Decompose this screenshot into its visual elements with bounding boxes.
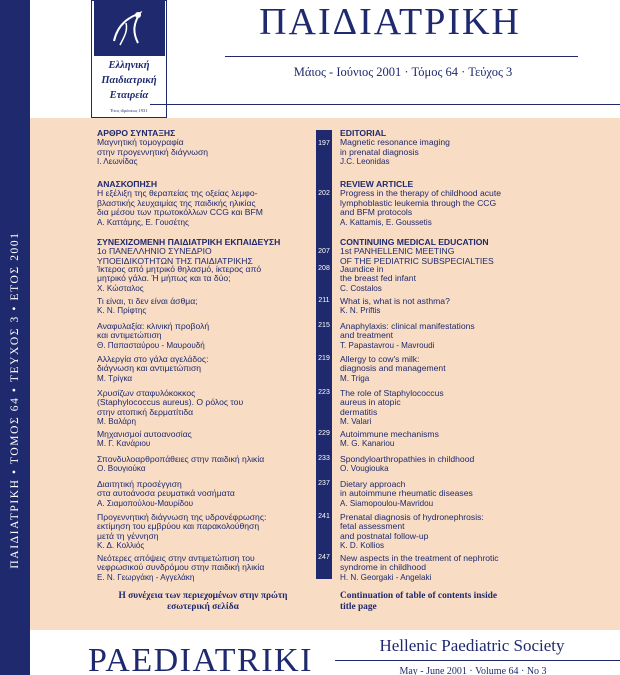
logo-line-3: Εταιρεία: [109, 90, 149, 101]
toc-entry-en: [340, 238, 610, 266]
toc-entry-en: [340, 480, 610, 508]
article-title: Dietary approach in autoimmune rheumatic diseases: [340, 479, 473, 499]
section-heading: CONTINUING MEDICAL EDUCATION: [340, 237, 489, 247]
issue-info: Μάιος - Ιούνιος 2001 · Τόμος 64 · Τεύχος 3: [293, 65, 513, 79]
society-name: Hellenic Paediatric Society: [379, 636, 565, 655]
article-title: 1ο ΠΑΝΕΛΛΗΝΙΟ ΣΥΝΕΔΡΙΟ ΥΠΟΕΙΔΙΚΟΤΗΤΩΝ ΤΗΣ ΠΑΙΔΙΑΤΡΙΚΗΣ: [97, 246, 253, 266]
page-number: 219: [318, 355, 330, 362]
spine: [0, 0, 30, 675]
article-author: C. Costalos: [340, 283, 382, 293]
toc-entry-en: [340, 513, 610, 551]
article-author: Ι. Λεωνίδας: [97, 157, 138, 167]
article-title: Τι είναι, τι δεν είναι άσθμα;: [97, 296, 198, 306]
article-title: Prenatal diagnosis of hydronephrosis: fetal assessment and postnatal follow-up: [340, 512, 484, 541]
section-heading: ΑΡΘΡΟ ΣΥΝΤΑΞΗΣ: [97, 128, 176, 138]
page-number: 247: [318, 554, 330, 561]
toc-entry-gr: [97, 265, 313, 293]
article-author: Α. Καττάμης, Ε. Γουσέτης: [97, 217, 189, 227]
article-author: J.C. Leonidas: [340, 157, 390, 167]
article-title: Anaphylaxis: clinical manifestations and treatment: [340, 321, 475, 341]
article-author: Μ. Τρίγκα: [97, 373, 133, 383]
article-author: Κ. Ν. Πρίφτης: [97, 306, 147, 316]
page-number: 207: [318, 248, 330, 255]
article-author: Θ. Παπασταύρου - Μαυρουδή: [97, 340, 205, 350]
society-logo: [91, 0, 167, 118]
toc-entry-gr: [97, 322, 313, 350]
article-author: Ο. Βουγιούκα: [97, 464, 146, 474]
article-title: Διαιτητική προσέγγιση στα αυτοάνοσα ρευματικά νοσήματα: [97, 479, 235, 499]
title-rule: [225, 56, 578, 57]
toc-entry-en: [340, 430, 610, 449]
article-author: T. Papastavrou - Mavroudi: [340, 340, 435, 350]
article-author: K. N. Priftis: [340, 306, 381, 316]
section-heading: ΑΝΑΣΚΟΠΗΣΗ: [97, 179, 158, 189]
journal-title: ΠΑΙΔΙΑΤΡΙΚΗ: [259, 1, 521, 43]
section-heading: EDITORIAL: [340, 128, 387, 138]
article-author: M. Triga: [340, 373, 370, 383]
article-author: M. G. Kanariou: [340, 439, 395, 449]
section-heading: REVIEW ARTICLE: [340, 179, 414, 189]
article-title: Μαγνητική τομογραφία στην προγεννητική διάγνωση: [97, 137, 209, 157]
continuation-note-en: Continuation of table of contents inside title page: [340, 591, 498, 612]
toc-entry-en: [340, 322, 610, 350]
article-author: O. Vougiouka: [340, 464, 389, 474]
masthead-rule: [150, 104, 620, 105]
article-title: What is, what is not asthma?: [340, 296, 450, 306]
article-title: Jaundice in the breast fed infant: [340, 264, 416, 284]
article-author: Α. Σιαμοπούλου-Μαυρίδου: [97, 498, 194, 508]
article-title: Χρυσίζων σταφυλόκοκκος (Staphylococcus aureus). Ο ρόλος του στην ατοπική δερματίτιδα: [97, 388, 244, 417]
article-title: Ίκτερος από μητρικό θηλασμό, ίκτερος από μητρικό γάλα. Ή μήπως και τα δύο;: [97, 264, 262, 284]
page-number: 237: [318, 480, 330, 487]
toc-entry-gr: [97, 430, 313, 449]
article-author: Ε. Ν. Γεωργάκη - Αγγελάκη: [97, 572, 195, 582]
toc-entry-en: [340, 265, 610, 293]
article-title: Σπονδυλοαρθροπάθειες στην παιδική ηλικία: [97, 454, 265, 464]
toc-entry-en: [340, 129, 610, 167]
page-number: 223: [318, 389, 330, 396]
article-title: Μηχανισμοί αυτοανοσίας: [97, 429, 192, 439]
toc-entry-en: [340, 554, 610, 582]
article-title: Νεότερες απόψεις στην αντιμετώπιση του νεφρωσικού συνδρόμου στην παιδική ηλικία: [97, 553, 265, 573]
page-number: 211: [318, 297, 330, 304]
toc-entry-gr: [97, 480, 313, 508]
toc-entry-en: [340, 180, 610, 227]
article-title: Autoimmune mechanisms: [340, 429, 439, 439]
footer-rule: [335, 660, 620, 661]
article-title: Allergy to cow's milk: diagnosis and management: [340, 354, 446, 374]
journal-title-latin: PAEDIATRIKI: [88, 642, 313, 675]
toc-entry-gr: [97, 513, 313, 551]
article-title: Αλλεργία στο γάλα αγελάδος: διάγνωση και αντιμετώπιση: [97, 354, 209, 374]
article-title: Progress in the therapy of childhood acute lymphoblastic leukemia through the CCG and BFM protocols: [340, 188, 501, 218]
logo-founded: Έτος ιδρύσεως 1931: [110, 108, 148, 113]
article-author: Μ. Βαλάρη: [97, 417, 137, 427]
toc-entry-gr: [97, 455, 313, 474]
article-title: Η εξέλιξη της θεραπείας της οξείας λεμφο- βλαστικής λευχαιμίας της παιδικής ηλικίας δια μέσου των πρωτοκόλλων CCG και BFM: [97, 188, 263, 218]
page-number: 229: [318, 430, 330, 437]
article-author: H. N. Georgaki - Angelaki: [340, 572, 432, 582]
toc-entry-en: [340, 389, 610, 427]
toc-entry-en: [340, 455, 610, 474]
article-author: M. Valari: [340, 417, 372, 427]
article-author: K. D. Kollios: [340, 541, 385, 551]
article-title: Magnetic resonance imaging in prenatal diagnosis: [340, 137, 450, 157]
article-author: A. Kattamis, E. Goussetis: [340, 217, 432, 227]
toc-entry-gr: [97, 297, 313, 316]
article-title: The role of Staphylococcus aureus in atopic dermatitis: [340, 388, 444, 417]
page-number: 233: [318, 455, 330, 462]
section-heading: ΣΥΝΕΧΙΖΟΜΕΝΗ ΠΑΙΔΙΑΤΡΙΚΗ ΕΚΠΑΙΔΕΥΣΗ: [97, 237, 281, 247]
toc-entry-gr: [97, 180, 313, 227]
toc-entry-gr: [97, 389, 313, 427]
toc-entry-en: [340, 355, 610, 383]
issue-info-en: May - June 2001 · Volume 64 · No 3: [399, 666, 547, 675]
logo-line-1: Ελληνική: [108, 60, 150, 71]
toc-entry-en: [340, 297, 610, 316]
page-number: 208: [318, 265, 330, 272]
page-number: 197: [318, 140, 330, 147]
article-title: Spondyloarthropathies in childhood: [340, 454, 475, 464]
spine-text: ΠΑΙΔΙΑΤΡΙΚΗ • ΤΟΜΟΣ 64 • ΤΕΥΧΟΣ 3 • ΕΤΟΣ 2001: [9, 231, 21, 569]
article-title: New aspects in the treatment of nephrotic syndrome in childhood: [340, 553, 499, 573]
continuation-note-gr: Η συνέχεια των περιεχομένων στην πρώτη εσωτερική σελίδα: [118, 591, 288, 612]
page-number: 215: [318, 322, 330, 329]
article-title: Προγεννητική διάγνωση της υδρονέφρωσης: εκτίμηση του εμβρύου και παρακολούθηση μετά τη γέννηση: [97, 512, 267, 541]
toc-entry-gr: [97, 355, 313, 383]
page-number: 241: [318, 513, 330, 520]
toc-entry-gr: [97, 554, 313, 582]
page-number: 202: [318, 190, 330, 197]
article-author: A. Siamopoulou-Mavridou: [340, 498, 434, 508]
article-author: Κ. Δ. Κολλιός: [97, 541, 145, 551]
toc-entry-gr: [97, 129, 313, 167]
article-author: Μ. Γ. Κανάριου: [97, 439, 151, 449]
article-title: Αναφυλαξία: κλινική προβολή και αντιμετώπιση: [97, 321, 210, 341]
article-author: Χ. Κώσταλος: [97, 283, 144, 293]
toc-entry-gr: [97, 238, 313, 266]
logo-figure-icon: [94, 1, 165, 56]
article-title: 1st PANHELLENIC MEETING OF THE PEDIATRIC SUBSPECIALTIES: [340, 246, 494, 266]
logo-line-2: Παιδιατρική: [101, 75, 157, 86]
